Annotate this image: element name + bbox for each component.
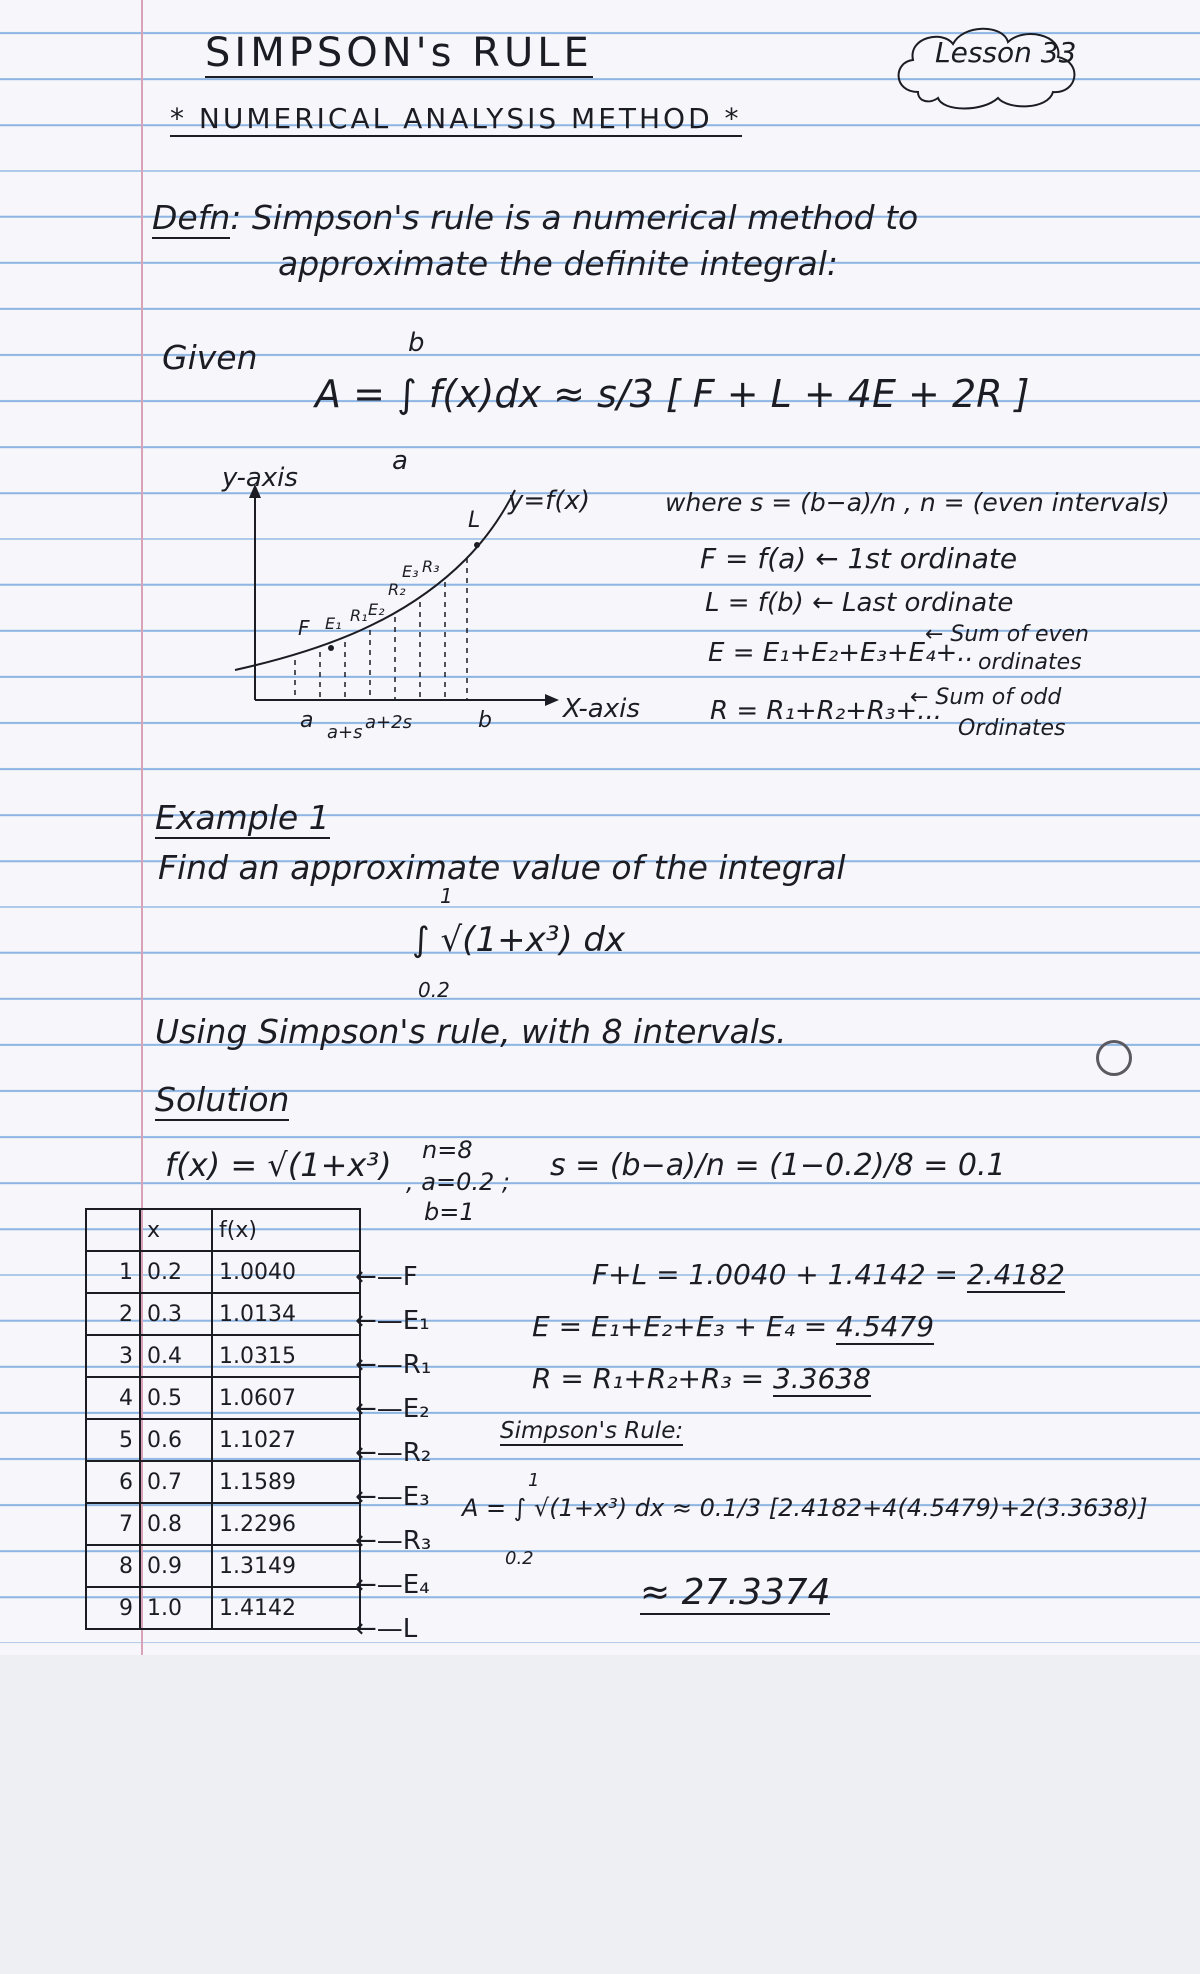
diagram-tick-a: a — [300, 708, 314, 733]
diagram-y-axis-label: y-axis — [222, 463, 298, 493]
example-integral-lower: 0.2 — [418, 978, 450, 1002]
definition-line-1: : Simpson's rule is a numerical method to — [230, 198, 919, 237]
row-tag: ←—R₁ — [355, 1350, 432, 1380]
legend-e-note-1: ← Sum of even — [925, 622, 1089, 647]
row-index: 9 — [86, 1587, 140, 1629]
row-tag: ←—E₃ — [355, 1482, 430, 1512]
table-header-x: x — [140, 1209, 212, 1251]
table-header-fx: f(x) — [212, 1209, 360, 1251]
given-formula: A = ∫ f(x)dx ≈ s/3 [ F + L + 4E + 2R ] — [315, 372, 1030, 416]
example-prompt: Find an approximate value of the integral — [158, 848, 846, 887]
legend-r-note-1: ← Sum of odd — [910, 685, 1062, 710]
diagram-tick-a-plus-2s: a+2s — [365, 712, 412, 733]
result-rule-label: Simpson's Rule: — [500, 1418, 684, 1444]
diagram-label-l: L — [468, 508, 481, 533]
row-x: 0.2 — [140, 1251, 212, 1293]
diagram-tick-a-plus-s: a+s — [327, 722, 363, 743]
table-row — [86, 1503, 360, 1545]
result-r — [532, 1362, 871, 1395]
diagram-x-axis-label: X-axis — [563, 694, 640, 724]
legend-e: E = E₁+E₂+E₃+E₄+.. — [708, 638, 974, 668]
row-index: 6 — [86, 1461, 140, 1503]
result-f-plus-l-expr: F+L = 1.0040 + 1.4142 = — [592, 1258, 967, 1291]
legend-r-note-2: Ordinates — [958, 716, 1066, 741]
example-instruction: Using Simpson's rule, with 8 intervals. — [155, 1012, 787, 1051]
row-index: 3 — [86, 1335, 140, 1377]
table-header-row — [86, 1209, 360, 1251]
row-tag: ←—R₃ — [355, 1526, 432, 1556]
table-header-index — [86, 1209, 140, 1251]
row-fx: 1.0607 — [212, 1377, 360, 1419]
row-fx: 1.3149 — [212, 1545, 360, 1587]
row-tag: ←—F — [355, 1262, 418, 1292]
table-row — [86, 1251, 360, 1293]
result-f-plus-l — [592, 1258, 1065, 1291]
solution-n: n=8 — [422, 1136, 473, 1164]
legend-where: where s = (b−a)/n , n = (even intervals) — [665, 488, 1170, 517]
result-f-plus-l-value: 2.4182 — [966, 1258, 1065, 1291]
row-tag: ←—R₂ — [355, 1438, 432, 1468]
page-subtitle: * NUMERICAL ANALYSIS METHOD * — [170, 102, 742, 135]
values-table — [85, 1208, 361, 1630]
row-tag-label: E₄ — [402, 1570, 430, 1600]
table-row — [86, 1377, 360, 1419]
row-x: 0.8 — [140, 1503, 212, 1545]
given-lower-limit: a — [392, 446, 408, 476]
table-row — [86, 1293, 360, 1335]
diagram-curve-label: y=f(x) — [508, 486, 590, 516]
row-fx: 1.0134 — [212, 1293, 360, 1335]
row-index: 7 — [86, 1503, 140, 1545]
row-index: 5 — [86, 1419, 140, 1461]
row-tag-label: F — [402, 1262, 418, 1292]
row-index: 8 — [86, 1545, 140, 1587]
given-upper-limit: b — [408, 328, 425, 358]
row-fx: 1.1589 — [212, 1461, 360, 1503]
result-final-expression: A = ∫ √(1+x³) dx ≈ 0.1/3 [2.4182+4(4.5479)+2(3.3638)] — [462, 1494, 1148, 1522]
example-heading: Example 1 — [155, 798, 330, 837]
row-fx: 1.2296 — [212, 1503, 360, 1545]
solution-b: b=1 — [424, 1198, 475, 1226]
row-fx: 1.1027 — [212, 1419, 360, 1461]
legend-l: L = f(b) ← Last ordinate — [705, 588, 1014, 618]
row-index: 4 — [86, 1377, 140, 1419]
page-title: SIMPSON's RULE — [205, 30, 593, 76]
legend-r: R = R₁+R₂+R₃+... — [710, 696, 942, 726]
diagram-label-f: F — [298, 616, 310, 640]
lesson-number: Lesson 33 — [935, 36, 1077, 69]
result-r-expr: R = R₁+R₂+R₃ = — [532, 1362, 773, 1395]
row-x: 0.6 — [140, 1419, 212, 1461]
row-tag-label: E₁ — [402, 1306, 430, 1336]
punch-hole-icon — [1096, 1040, 1132, 1076]
table-row — [86, 1335, 360, 1377]
diagram-label-r3: R₃ — [422, 557, 440, 576]
example-integral: ∫ √(1+x³) dx — [412, 920, 626, 960]
legend-f: F = f(a) ← 1st ordinate — [700, 542, 1018, 575]
result-e-expr: E = E₁+E₂+E₃ + E₄ = — [532, 1310, 837, 1343]
given-label: Given — [162, 338, 258, 377]
result-e — [532, 1310, 934, 1343]
row-x: 0.5 — [140, 1377, 212, 1419]
diagram-tick-b: b — [478, 708, 492, 733]
row-index: 1 — [86, 1251, 140, 1293]
solution-fx-definition: f(x) = √(1+x³) — [165, 1146, 392, 1184]
row-tag: ←—E₄ — [355, 1570, 430, 1600]
solution-a: , a=0.2 ; — [406, 1168, 510, 1196]
row-x: 1.0 — [140, 1587, 212, 1629]
row-tag-label: R₂ — [402, 1438, 432, 1468]
result-answer: ≈ 27.3374 — [640, 1572, 831, 1613]
diagram-label-e1: E₁ — [325, 614, 342, 633]
row-tag: ←—E₁ — [355, 1306, 430, 1336]
blank-scan-area — [0, 1655, 1200, 1974]
row-tag-label: E₂ — [402, 1394, 430, 1424]
row-tag-label: R₃ — [402, 1526, 432, 1556]
row-fx: 1.0040 — [212, 1251, 360, 1293]
result-final-lower: 0.2 — [505, 1548, 534, 1569]
table-row — [86, 1587, 360, 1629]
row-fx: 1.0315 — [212, 1335, 360, 1377]
row-tag: ←—E₂ — [355, 1394, 430, 1424]
row-x: 0.3 — [140, 1293, 212, 1335]
legend-e-note-2: ordinates — [978, 650, 1082, 675]
diagram-label-e3: E₃ — [402, 562, 419, 581]
table-row — [86, 1419, 360, 1461]
definition-label: Defn — [152, 198, 231, 237]
row-tag-label: E₃ — [402, 1482, 430, 1512]
row-tag-label: L — [402, 1614, 418, 1644]
row-index: 2 — [86, 1293, 140, 1335]
row-x: 0.4 — [140, 1335, 212, 1377]
diagram-label-e2: E₂ — [368, 600, 385, 619]
table-row — [86, 1545, 360, 1587]
row-fx: 1.4142 — [212, 1587, 360, 1629]
solution-s-calculation: s = (b−a)/n = (1−0.2)/8 = 0.1 — [550, 1148, 1006, 1183]
result-e-value: 4.5479 — [836, 1310, 935, 1343]
result-r-value: 3.3638 — [772, 1362, 871, 1395]
row-tag-label: R₁ — [402, 1350, 432, 1380]
definition-line-2: approximate the definite integral: — [278, 244, 839, 283]
row-tag: ←—L — [355, 1614, 418, 1644]
row-x: 0.7 — [140, 1461, 212, 1503]
table-row — [86, 1461, 360, 1503]
example-integral-upper: 1 — [440, 884, 453, 908]
result-final-upper: 1 — [528, 1470, 540, 1491]
row-x: 0.9 — [140, 1545, 212, 1587]
diagram-label-r1: R₁ — [350, 606, 368, 625]
solution-label: Solution — [155, 1080, 290, 1119]
diagram-label-r2: R₂ — [388, 580, 406, 599]
